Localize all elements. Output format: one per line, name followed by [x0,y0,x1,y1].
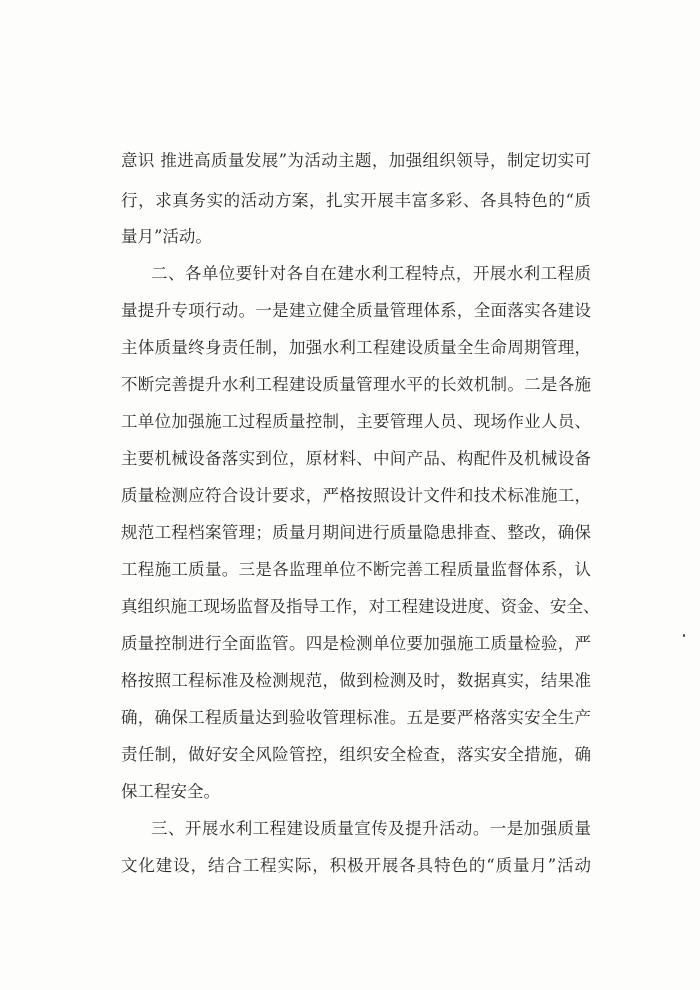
text-line: 行，求真务实的活动方案，扎实开展丰富多彩、各具特色的“质 [121,191,591,210]
text-line: 格按照工程标准及检测规范，做到检测及时，数据真实，结果准 [121,671,591,690]
text-line: 真组织施工现场监督及指导工作，对工程建设进度、资金、安全、 [121,597,600,616]
scan-speck [683,634,685,637]
text-line: 意识 推进高质量发展”为活动主题，加强组织领导，制定切实可 [121,151,591,170]
text-line: 质量控制进行全面监管。四是检测单位要加强施工质量检验，严 [121,634,591,653]
text-line: 规范工程档案管理；质量月期间进行质量隐患排查、整改，确保 [121,523,591,542]
paragraph-3-start: 三、开展水利工程建设质量宣传及提升活动。一是加强质量 [151,819,591,838]
text-line: 保工程安全。 [121,782,220,801]
text-line: 主体质量终身责任制，加强水利工程建设质量全生命周期管理， [121,338,591,357]
text-line: 责任制，做好安全风险管控，组织安全检查，落实安全措施，确 [121,745,591,764]
text-line: 确，确保工程质量达到验收管理标准。五是要严格落实安全生产 [121,708,591,727]
text-line: 工程施工质量。三是各监理单位不断完善工程质量监督体系，认 [121,560,591,579]
text-line: 主要机械设备落实到位，原材料、中间产品、构配件及机械设备 [121,449,591,468]
text-line: 不断完善提升水利工程建设质量管理水平的长效机制。二是各施 [121,375,591,394]
text-line: 量提升专项行动。一是建立健全质量管理体系，全面落实各建设 [121,301,591,320]
text-line: 量月”活动。 [121,227,212,246]
paragraph-2-start: 二、各单位要针对各自在建水利工程特点，开展水利工程质 [151,264,591,283]
text-line: 质量检测应符合设计要求，严格按照设计文件和技术标准施工， [121,486,591,505]
text-line: 工单位加强施工过程质量控制，主要管理人员、现场作业人员、 [121,412,591,431]
text-line: 文化建设，结合工程实际，积极开展各具特色的“质量月”活动 [121,856,591,875]
